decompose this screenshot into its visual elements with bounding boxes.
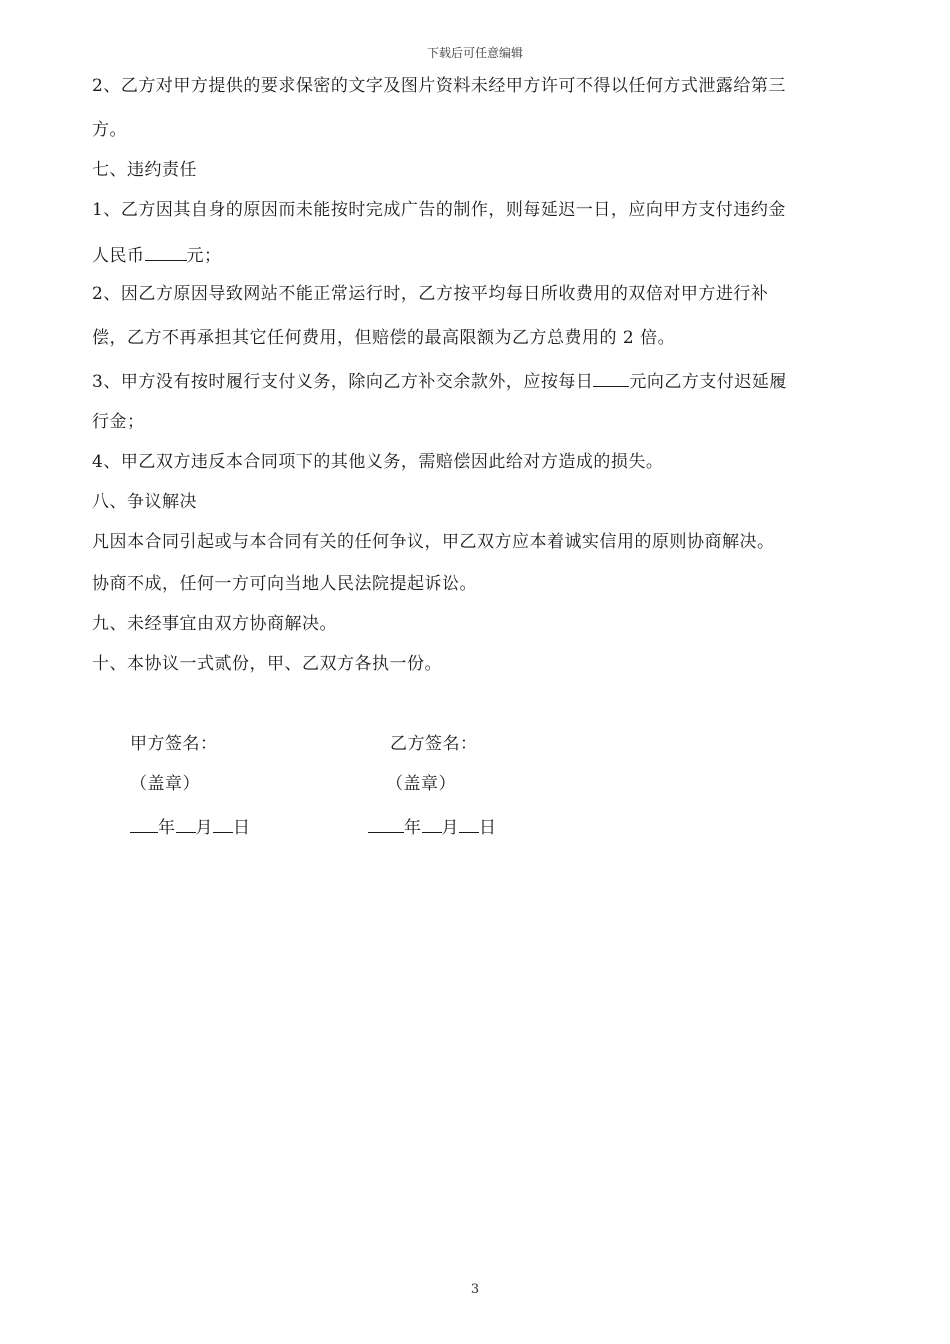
month-blank — [422, 814, 442, 833]
clause-delay-penalty-line-2 — [92, 242, 872, 268]
page-header: 下载后可任意编辑 — [426, 46, 523, 60]
section-heading-copies: 十、本协议一式贰份，甲、乙双方各执一份。 — [92, 654, 442, 674]
text-segment: 人民币 — [92, 246, 145, 266]
clause-confidentiality-line-2: 方。 — [92, 120, 127, 140]
clause-other-obligations: 4、甲乙双方违反本合同项下的其他义务，需赔偿因此给对方造成的损失。 — [92, 452, 664, 472]
party-a-signature-label: 甲方签名： — [130, 734, 218, 754]
day-blank — [213, 814, 233, 833]
clause-confidentiality-line-1: 2、乙方对甲方提供的要求保密的文字及图片资料未经甲方许可不得以任何方式泄露给第三 — [92, 76, 786, 96]
day-label: 日 — [233, 818, 251, 838]
month-label: 月 — [195, 818, 213, 838]
month-label: 月 — [441, 818, 459, 838]
page-number: 3 — [470, 1282, 480, 1297]
year-blank — [130, 814, 158, 833]
fill-in-blank — [593, 368, 629, 387]
clause-compensation-line-2: 偿，乙方不再承担其它任何费用，但赔偿的最高限额为乙方总费用的 2 倍。 — [92, 328, 676, 348]
section-heading-dispute: 八、争议解决 — [92, 492, 197, 512]
section-heading-breach: 七、违约责任 — [92, 160, 197, 180]
year-label: 年 — [158, 818, 176, 838]
fill-in-blank — [145, 242, 187, 261]
party-b-date — [368, 814, 497, 840]
party-b-seal: （盖章） — [386, 774, 456, 794]
party-a-seal: （盖章） — [130, 774, 200, 794]
text-segment: 3、甲方没有按时履行支付义务，除向乙方补交余款外，应按每日 — [92, 372, 594, 392]
clause-dispute-line-2: 协商不成，任何一方可向当地人民法院提起诉讼。 — [92, 574, 477, 594]
clause-dispute-line-1: 凡因本合同引起或与本合同有关的任何争议，甲乙双方应本着诚实信用的原则协商解决。 — [92, 532, 775, 552]
year-label: 年 — [404, 818, 422, 838]
party-a-date — [130, 814, 251, 840]
month-blank — [176, 814, 196, 833]
section-heading-unresolved: 九、未经事宜由双方协商解决。 — [92, 614, 337, 634]
text-segment: 元； — [186, 246, 222, 266]
day-blank — [459, 814, 479, 833]
clause-late-payment-line-1 — [92, 368, 872, 394]
clause-delay-penalty-line-1: 1、乙方因其自身的原因而未能按时完成广告的制作，则每延迟一日，应向甲方支付违约金 — [92, 200, 786, 220]
text-segment: 元向乙方支付迟延履 — [629, 372, 787, 392]
year-blank — [368, 814, 404, 833]
party-b-signature-label: 乙方签名： — [390, 734, 478, 754]
clause-late-payment-line-2: 行金； — [92, 412, 145, 432]
day-label: 日 — [479, 818, 497, 838]
clause-compensation-line-1: 2、因乙方原因导致网站不能正常运行时，乙方按平均每日所收费用的双倍对甲方进行补 — [92, 284, 769, 304]
